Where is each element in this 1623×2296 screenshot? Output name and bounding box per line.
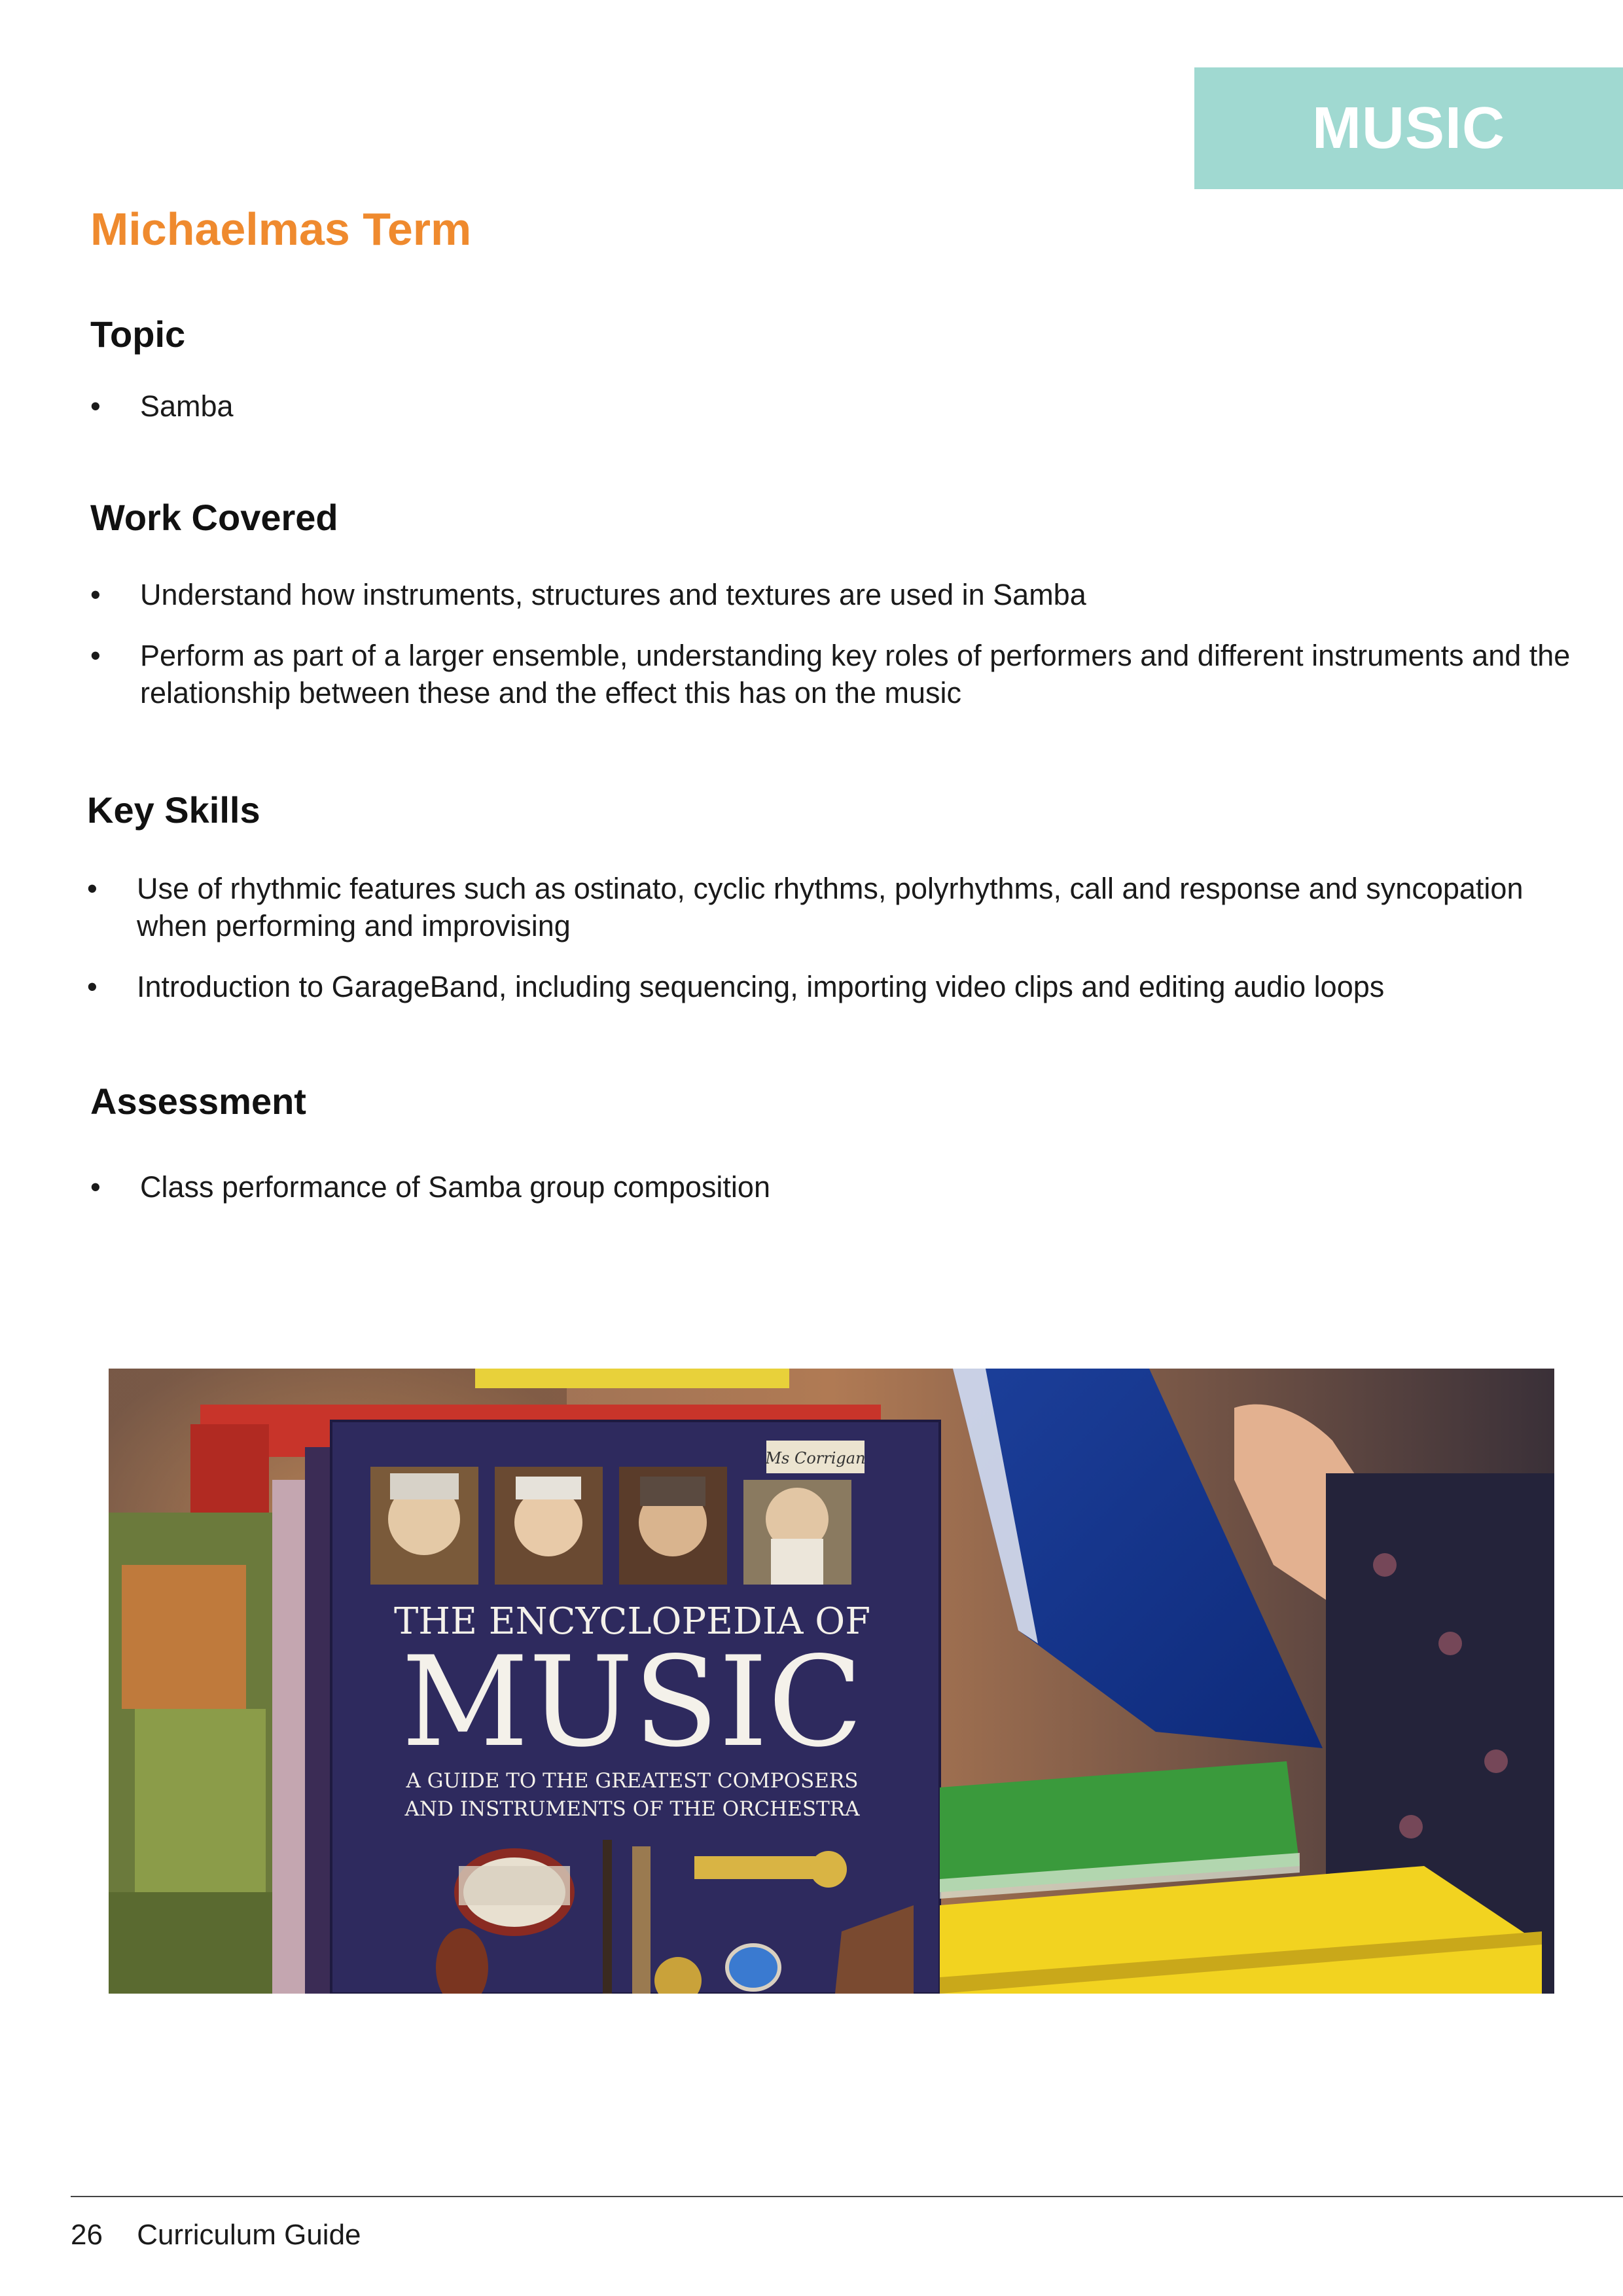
book-subtitle-line1: A GUIDE TO THE GREATEST COMPOSERS [406, 1769, 859, 1793]
book-title-line1: THE ENCYCLOPEDIA OF [393, 1600, 871, 1643]
list-item [87, 968, 1586, 1005]
bullet-icon: • [87, 970, 98, 1003]
section-tab-label: MUSIC [1312, 95, 1505, 161]
illustrated-shirt [135, 1709, 266, 1905]
bullet-icon: • [87, 872, 98, 905]
list-item [90, 1168, 1589, 1206]
book-title-line2: MUSIC [401, 1630, 863, 1774]
music-books-photo [109, 1369, 1554, 1994]
list-item-text: Perform as part of a larger ensemble, understanding key roles of performers and different instruments and the relationship between these and the effect this has on the music [140, 639, 1571, 709]
bullet-icon: • [90, 389, 101, 423]
bullet-icon: • [90, 639, 101, 672]
topic-heading: Topic [90, 314, 186, 355]
term-title: Michaelmas Term [90, 204, 472, 255]
illustrated-figure [122, 1565, 246, 1709]
assessment-list [90, 1168, 1589, 1229]
yellow-book-top [475, 1369, 789, 1388]
document-name: Curriculum Guide [137, 2219, 361, 2251]
list-item [90, 637, 1589, 711]
section-tab [1194, 67, 1623, 189]
page-footer [71, 2219, 361, 2251]
assessment-heading: Assessment [90, 1081, 306, 1122]
footer-rule [71, 2196, 1623, 2197]
work-covered-list [90, 576, 1589, 735]
list-item [90, 576, 1589, 613]
key-skills-list [87, 870, 1586, 1029]
list-item-text: Introduction to GarageBand, including sequencing, importing video clips and editing audio loops [137, 970, 1385, 1003]
bullet-icon: • [90, 1170, 101, 1204]
bullet-icon: • [90, 578, 101, 611]
book-name-label-text: Ms Corrigan [765, 1449, 866, 1467]
illustrated-lower [109, 1892, 279, 1994]
list-item-text: Class performance of Samba group composition [140, 1170, 770, 1204]
photo-illustration [109, 1369, 1554, 1994]
book-subtitle-line2: AND INSTRUMENTS OF THE ORCHESTRA [404, 1797, 860, 1821]
topic-list [90, 387, 1589, 448]
list-item [87, 870, 1586, 944]
page-number: 26 [71, 2219, 103, 2251]
list-item-text: Samba [140, 389, 234, 423]
work-covered-heading: Work Covered [90, 497, 338, 538]
list-item-text: Use of rhythmic features such as ostinato, cyclic rhythms, polyrhythms, call and response and syncopation when performing and improvising [137, 872, 1524, 942]
list-item-text: Understand how instruments, structures and textures are used in Samba [140, 578, 1086, 611]
key-skills-heading: Key Skills [87, 789, 260, 831]
list-item [90, 387, 1589, 425]
